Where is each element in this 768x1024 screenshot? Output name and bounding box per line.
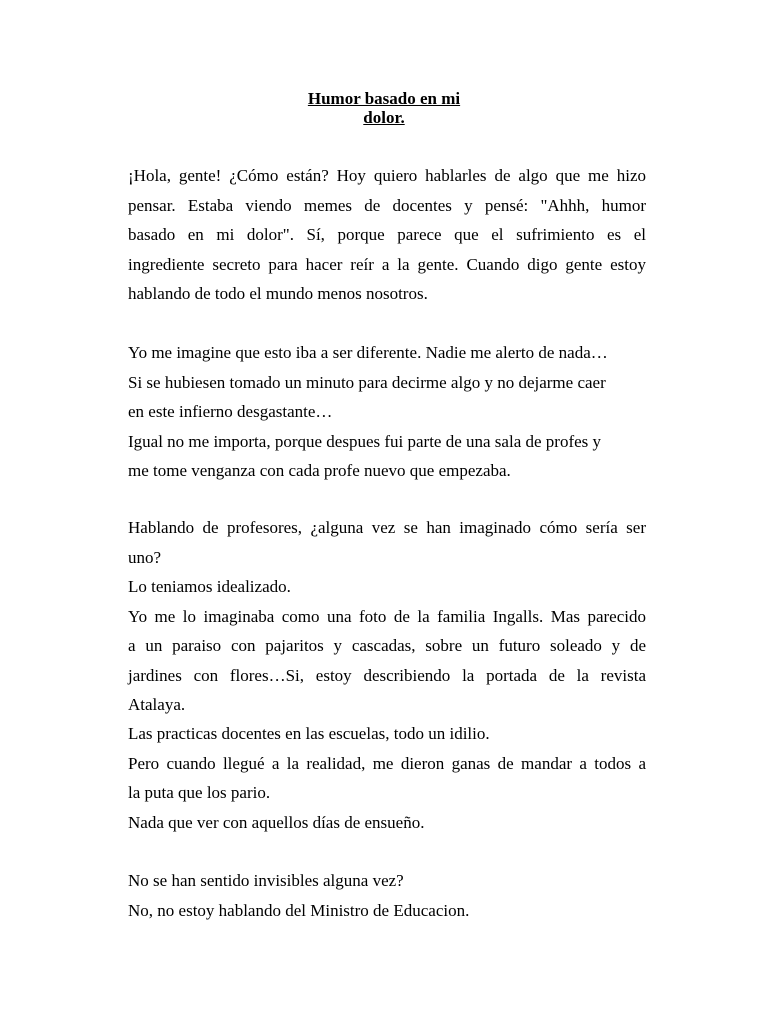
text-line: Yo me imagine que esto iba a ser diferente. Nadie me alerto de nada… bbox=[128, 343, 608, 362]
text-line: uno? bbox=[128, 548, 162, 567]
text-line: Igual no me importa, porque despues fui parte de una sala de profes y bbox=[128, 432, 602, 451]
document-title-line-1: Humor basado en mi bbox=[307, 89, 461, 108]
text-line: Yo me lo imaginaba como una foto de la familia Ingalls. Mas parecido bbox=[128, 607, 646, 626]
text-line: No se han sentido invisibles alguna vez? bbox=[128, 871, 404, 890]
text-line: Si se hubiesen tomado un minuto para decirme algo y no dejarme caer bbox=[128, 373, 606, 392]
text-line: Lo teniamos idealizado. bbox=[128, 577, 291, 596]
text-line: pensar. Estaba viendo memes de docentes y pensé: "Ahhh, humor bbox=[128, 196, 646, 215]
text-line: hablando de todo el mundo menos nosotros. bbox=[128, 284, 428, 303]
text-line: en este infierno desgastante… bbox=[128, 402, 333, 421]
text-line: jardines con flores…Si, estoy describiendo la portada de la revista bbox=[128, 666, 646, 685]
text-line: Las practicas docentes en las escuelas, todo un idilio. bbox=[128, 724, 490, 743]
text-line: Hablando de profesores, ¿alguna vez se han imaginado cómo sería ser bbox=[128, 518, 646, 537]
text-line: ¡Hola, gente! ¿Cómo están? Hoy quiero hablarles de algo que me hizo bbox=[128, 166, 646, 185]
text-line: a un paraiso con pajaritos y cascadas, sobre un futuro soleado y de bbox=[128, 636, 646, 655]
text-line: No, no estoy hablando del Ministro de Educacion. bbox=[128, 901, 470, 920]
text-line: me tome venganza con cada profe nuevo que empezaba. bbox=[128, 461, 511, 480]
text-line: Pero cuando llegué a la realidad, me dieron ganas de mandar a todos a bbox=[128, 754, 646, 773]
text-line: Atalaya. bbox=[128, 695, 186, 714]
document-title-line-2: dolor. bbox=[363, 108, 405, 127]
text-line: la puta que los pario. bbox=[128, 783, 271, 802]
text-line: ingrediente secreto para hacer reír a la gente. Cuando digo gente estoy bbox=[128, 255, 646, 274]
text-line: Nada que ver con aquellos días de ensueño. bbox=[128, 813, 425, 832]
text-line: basado en mi dolor". Sí, porque parece que el sufrimiento es el bbox=[128, 225, 646, 244]
